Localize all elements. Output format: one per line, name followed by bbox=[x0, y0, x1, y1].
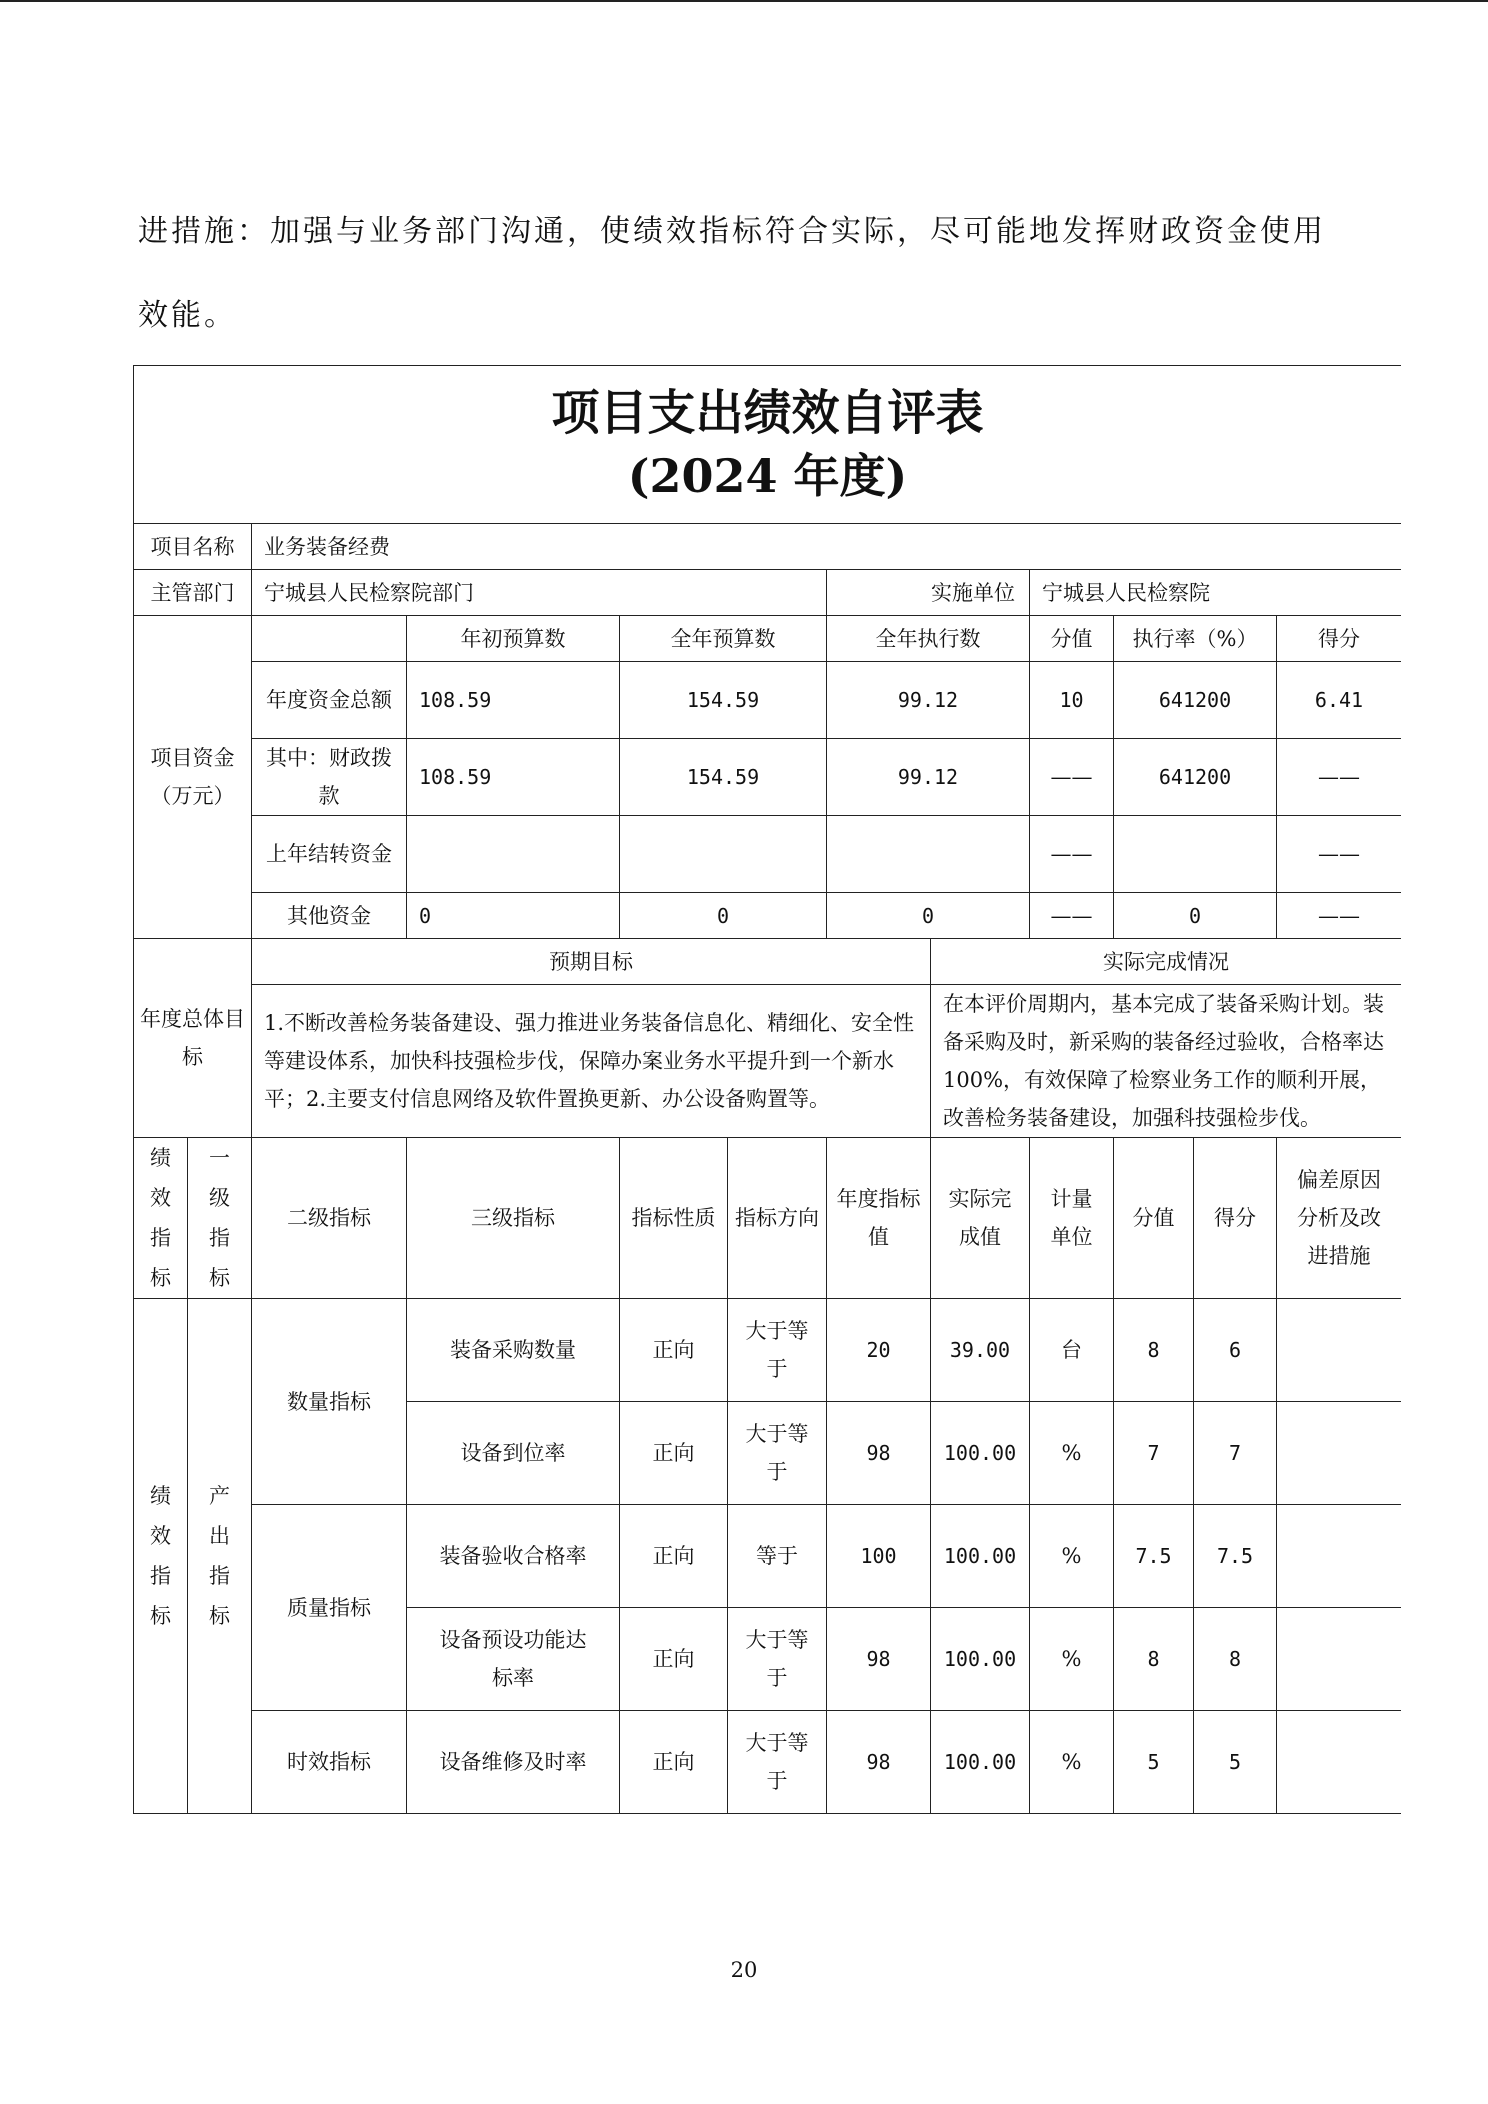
funds-header-score-value: 分值 bbox=[1030, 616, 1114, 662]
funds-label: 项目资金（万元） bbox=[134, 616, 252, 939]
indicator-row-nature: 正向 bbox=[620, 1402, 728, 1505]
goals-actual-header: 实际完成情况 bbox=[931, 939, 1402, 985]
indicator-row-direction bbox=[728, 1711, 827, 1814]
funds-row-annual: 154.59 bbox=[620, 739, 827, 816]
intro-line-1: 进措施：加强与业务部门沟通，使绩效指标符合实际，尽可能地发挥财政资金使用 bbox=[138, 214, 1326, 249]
indicator-header-level1 bbox=[188, 1138, 252, 1299]
indicator-header-level3: 三级指标 bbox=[407, 1138, 620, 1299]
impl-label: 实施单位 bbox=[827, 570, 1030, 616]
indicator-row-score-value: 8 bbox=[1114, 1299, 1194, 1402]
dept-label: 主管部门 bbox=[134, 570, 252, 616]
page-number: 20 bbox=[730, 1958, 758, 1982]
dept-value: 宁城县人民检察院部门 bbox=[252, 570, 827, 616]
table-title-cell bbox=[134, 366, 1402, 524]
goals-expected-text: 1.不断改善检务装备建设、强力推进业务装备信息化、精细化、安全性等建设体系，加快科技强检步伐，保障办案业务水平提升到一个新水平；2.主要支付信息网络及软件置换更新、办公设备购置等。 bbox=[252, 985, 931, 1138]
indicator-perf-group bbox=[134, 1299, 188, 1814]
funds-row-initial: 0 bbox=[407, 893, 620, 939]
indicator-row-direction-text: 大于等于 bbox=[745, 1731, 809, 1793]
funds-header-initial: 年初预算数 bbox=[407, 616, 620, 662]
self-evaluation-table-container bbox=[133, 365, 1401, 1850]
funds-row-score-value: —— bbox=[1030, 816, 1114, 893]
indicator-row-target: 100 bbox=[827, 1505, 931, 1608]
indicator-row-score: 8 bbox=[1194, 1608, 1277, 1711]
indicator-header-nature-text: 指标性质 bbox=[631, 1206, 716, 1230]
indicator-row-deviation bbox=[1277, 1608, 1402, 1711]
indicator-header-score-value: 分值 bbox=[1114, 1138, 1194, 1299]
indicator-level1-text: 产出指标 bbox=[209, 1484, 230, 1628]
indicator-row-name: 装备采购数量 bbox=[407, 1299, 620, 1402]
table-subtitle: (2024 年度) bbox=[627, 448, 908, 503]
funds-row-rate: 0 bbox=[1114, 893, 1277, 939]
page-top-border bbox=[0, 0, 1488, 2]
intro-paragraph bbox=[138, 190, 1368, 358]
funds-row-executed: 0 bbox=[827, 893, 1030, 939]
indicator-row-deviation bbox=[1277, 1402, 1402, 1505]
indicator-row-target: 98 bbox=[827, 1711, 931, 1814]
funds-row-initial: 108.59 bbox=[407, 739, 620, 816]
funds-header-annual: 全年预算数 bbox=[620, 616, 827, 662]
indicator-row-direction bbox=[728, 1299, 827, 1402]
indicator-row-deviation bbox=[1277, 1711, 1402, 1814]
funds-row-executed bbox=[827, 816, 1030, 893]
indicator-header-unit-text: 计量单位 bbox=[1050, 1187, 1093, 1249]
indicator-row-nature: 正向 bbox=[620, 1608, 728, 1711]
funds-row-name: 年度资金总额 bbox=[252, 662, 407, 739]
indicator-header-perf-text: 绩效指标 bbox=[150, 1146, 171, 1290]
indicator-row-unit: % bbox=[1030, 1608, 1114, 1711]
indicator-row-target: 98 bbox=[827, 1402, 931, 1505]
funds-row-score: 6.41 bbox=[1277, 662, 1402, 739]
indicator-row-unit: % bbox=[1030, 1402, 1114, 1505]
funds-row-annual: 0 bbox=[620, 893, 827, 939]
project-name-label: 项目名称 bbox=[134, 524, 252, 570]
indicator-row-target: 20 bbox=[827, 1299, 931, 1402]
funds-row-name: 上年结转资金 bbox=[252, 816, 407, 893]
indicator-header-deviation bbox=[1277, 1138, 1402, 1299]
indicator-row-actual: 100.00 bbox=[931, 1711, 1030, 1814]
indicator-header-actual-text: 实际完成值 bbox=[948, 1187, 1012, 1249]
indicator-row-score-value: 7.5 bbox=[1114, 1505, 1194, 1608]
goals-expected-header: 预期目标 bbox=[252, 939, 931, 985]
indicator-row-actual: 39.00 bbox=[931, 1299, 1030, 1402]
indicator-row-name: 装备验收合格率 bbox=[407, 1505, 620, 1608]
goals-actual-text: 在本评价周期内，基本完成了装备采购计划。装备采购及时，新采购的装备经过验收，合格率达 100%，有效保障了检察业务工作的顺利开展，改善检务装备建设，加强科技强检步伐。 bbox=[931, 985, 1402, 1138]
indicator-header-perf bbox=[134, 1138, 188, 1299]
indicator-row-unit: 台 bbox=[1030, 1299, 1114, 1402]
indicator-header-direction-text: 指标方向 bbox=[735, 1206, 819, 1230]
funds-row-annual: 154.59 bbox=[620, 662, 827, 739]
indicator-row-deviation bbox=[1277, 1505, 1402, 1608]
funds-row-score-value: 10 bbox=[1030, 662, 1114, 739]
funds-header-blank bbox=[252, 616, 407, 662]
indicator-row-score: 6 bbox=[1194, 1299, 1277, 1402]
intro-line-2: 效能。 bbox=[138, 298, 237, 333]
funds-row-score-value: —— bbox=[1030, 893, 1114, 939]
indicator-row-nature: 正向 bbox=[620, 1299, 728, 1402]
funds-header-executed: 全年执行数 bbox=[827, 616, 1030, 662]
indicator-row-target: 98 bbox=[827, 1608, 931, 1711]
indicator-row-score-value: 5 bbox=[1114, 1711, 1194, 1814]
indicator-group-quantity: 数量指标 bbox=[252, 1299, 407, 1505]
indicator-row-deviation bbox=[1277, 1299, 1402, 1402]
indicator-header-direction bbox=[728, 1138, 827, 1299]
funds-row-name: 其中：财政拨款 bbox=[252, 739, 407, 816]
funds-row-name: 其他资金 bbox=[252, 893, 407, 939]
indicator-header-score: 得分 bbox=[1194, 1138, 1277, 1299]
indicator-header-level1-text: 一级指标 bbox=[209, 1146, 230, 1290]
goals-label: 年度总体目标 bbox=[134, 939, 252, 1138]
funds-row-annual bbox=[620, 816, 827, 893]
funds-row-score-value: —— bbox=[1030, 739, 1114, 816]
indicator-row-actual: 100.00 bbox=[931, 1402, 1030, 1505]
funds-row-score: —— bbox=[1277, 739, 1402, 816]
funds-row-score: —— bbox=[1277, 816, 1402, 893]
self-evaluation-table bbox=[133, 365, 1401, 1814]
project-name-value: 业务装备经费 bbox=[252, 524, 1402, 570]
funds-row-executed: 99.12 bbox=[827, 662, 1030, 739]
indicator-row-score-value: 8 bbox=[1114, 1608, 1194, 1711]
indicator-row-name: 设备到位率 bbox=[407, 1402, 620, 1505]
indicator-header-deviation-text: 偏差原因分析及改进措施 bbox=[1297, 1168, 1381, 1268]
indicator-row-score: 5 bbox=[1194, 1711, 1277, 1814]
indicator-row-unit: % bbox=[1030, 1711, 1114, 1814]
indicator-row-nature: 正向 bbox=[620, 1711, 728, 1814]
indicator-row-direction bbox=[728, 1402, 827, 1505]
indicator-header-target-text: 年度指标值 bbox=[836, 1187, 921, 1249]
impl-value: 宁城县人民检察院 bbox=[1030, 570, 1402, 616]
indicator-row-name: 设备维修及时率 bbox=[407, 1711, 620, 1814]
funds-row-rate: 641200 bbox=[1114, 662, 1277, 739]
indicator-header-nature bbox=[620, 1138, 728, 1299]
indicator-row-actual: 100.00 bbox=[931, 1608, 1030, 1711]
indicator-perf-group-text: 绩效指标 bbox=[150, 1484, 171, 1628]
funds-row-initial: 108.59 bbox=[407, 662, 620, 739]
indicator-group-quality: 质量指标 bbox=[252, 1505, 407, 1711]
indicator-row-direction-text: 大于等于 bbox=[745, 1628, 809, 1690]
indicator-group-timeliness: 时效指标 bbox=[252, 1711, 407, 1814]
indicator-row-direction-text: 大于等于 bbox=[745, 1319, 809, 1381]
indicator-header-level2: 二级指标 bbox=[252, 1138, 407, 1299]
table-title: 项目支出绩效自评表 bbox=[551, 384, 984, 441]
indicator-header-unit bbox=[1030, 1138, 1114, 1299]
funds-header-score: 得分 bbox=[1277, 616, 1402, 662]
indicator-row-name bbox=[407, 1608, 620, 1711]
funds-row-rate bbox=[1114, 816, 1277, 893]
indicator-row-nature: 正向 bbox=[620, 1505, 728, 1608]
funds-row-score: —— bbox=[1277, 893, 1402, 939]
indicator-row-score-value: 7 bbox=[1114, 1402, 1194, 1505]
funds-row-executed: 99.12 bbox=[827, 739, 1030, 816]
indicator-row-direction: 等于 bbox=[728, 1505, 827, 1608]
indicator-row-actual: 100.00 bbox=[931, 1505, 1030, 1608]
indicator-row-name-text: 设备预设功能达标率 bbox=[439, 1628, 587, 1690]
indicator-row-score: 7 bbox=[1194, 1402, 1277, 1505]
funds-header-rate: 执行率（%） bbox=[1114, 616, 1277, 662]
indicator-level1 bbox=[188, 1299, 252, 1814]
indicator-row-direction bbox=[728, 1608, 827, 1711]
indicator-header-actual bbox=[931, 1138, 1030, 1299]
indicator-row-score: 7.5 bbox=[1194, 1505, 1277, 1608]
funds-row-rate: 641200 bbox=[1114, 739, 1277, 816]
indicator-row-unit: % bbox=[1030, 1505, 1114, 1608]
funds-row-initial bbox=[407, 816, 620, 893]
indicator-row-direction-text: 大于等于 bbox=[745, 1422, 809, 1484]
indicator-header-target bbox=[827, 1138, 931, 1299]
